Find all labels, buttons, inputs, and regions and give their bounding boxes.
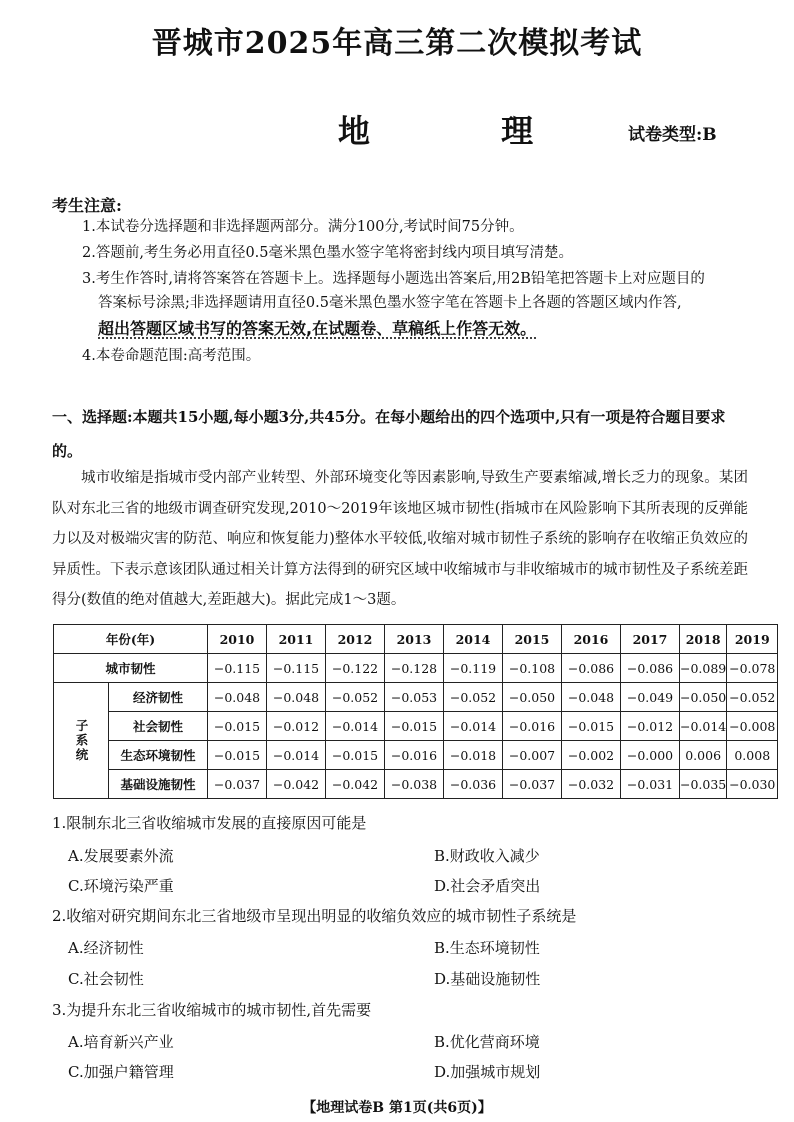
table-cell: −0.014 <box>680 712 727 741</box>
table-cell: −0.014 <box>444 712 503 741</box>
table-cell: −0.048 <box>267 683 326 712</box>
table-row <box>54 712 778 741</box>
table-cell: −0.052 <box>444 683 503 712</box>
table-cell: −0.030 <box>727 770 778 799</box>
table-cell: −0.002 <box>562 741 621 770</box>
year-header: 年份(年) <box>54 625 208 654</box>
question-1-option-b[interactable]: B.财政收入减少 <box>434 847 540 865</box>
table-cell: −0.037 <box>503 770 562 799</box>
subsystem-label: 子系统 <box>54 683 109 799</box>
table-cell: −0.015 <box>208 712 267 741</box>
table-row <box>54 770 778 799</box>
note-2: 2.答题前,考生务必用直径0.5毫米黑色墨水签字笔将密封线内项目填写清楚。 <box>82 245 574 261</box>
table-row <box>54 654 778 683</box>
note-1: 1.本试卷分选择题和非选择题两部分。满分100分,考试时间75分钟。 <box>82 219 524 235</box>
question-3-option-c[interactable]: C.加强户籍管理 <box>68 1063 174 1081</box>
table-cell: −0.048 <box>562 683 621 712</box>
table-cell: −0.032 <box>562 770 621 799</box>
row-label: 社会韧性 <box>109 712 208 741</box>
year-cell: 2013 <box>385 625 444 654</box>
table-cell: −0.122 <box>326 654 385 683</box>
table-cell: −0.015 <box>385 712 444 741</box>
table-cell: −0.035 <box>680 770 727 799</box>
subject-title: 地 理 <box>338 112 594 150</box>
paper-type: 试卷类型:B <box>628 125 717 145</box>
table-cell: −0.038 <box>385 770 444 799</box>
table-cell: −0.048 <box>208 683 267 712</box>
table-cell: 0.008 <box>727 741 778 770</box>
table-cell: −0.108 <box>503 654 562 683</box>
note-3-cont: 答案标号涂黑;非选择题请用直径0.5毫米黑色墨水签字笔在答题卡上各题的答题区域内作答, <box>98 295 682 311</box>
note-4: 4.本卷命题范围:高考范围。 <box>82 348 261 364</box>
table-cell: −0.052 <box>727 683 778 712</box>
table-cell: −0.050 <box>680 683 727 712</box>
question-3-option-d[interactable]: D.加强城市规划 <box>434 1063 541 1081</box>
table-cell: −0.052 <box>326 683 385 712</box>
question-1-option-c[interactable]: C.环境污染严重 <box>68 877 174 895</box>
table-cell: −0.042 <box>326 770 385 799</box>
table-cell: −0.086 <box>562 654 621 683</box>
row-label: 经济韧性 <box>109 683 208 712</box>
table-cell: −0.015 <box>208 741 267 770</box>
table-cell: −0.050 <box>503 683 562 712</box>
question-2-option-d[interactable]: D.基础设施韧性 <box>434 970 541 988</box>
table-cell: −0.086 <box>621 654 680 683</box>
table-row <box>54 741 778 770</box>
table-cell: −0.016 <box>503 712 562 741</box>
row-label: 生态环境韧性 <box>109 741 208 770</box>
question-3-option-b[interactable]: B.优化营商环境 <box>434 1033 540 1051</box>
table-cell: −0.012 <box>621 712 680 741</box>
row-label: 基础设施韧性 <box>109 770 208 799</box>
intro-paragraph: 城市收缩是指城市受内部产业转型、外部环境变化等因素影响,导致生产要素缩减,增长乏力的现象。某团队对东北三省的地级市调查研究发现,2010～2019年该地区城市韧性(指城市在风险影响下其所表现的反弹能力以及对极端灾害的防范、响应和恢复能力)整体水平较低,收缩对城市韧性子系统的影响存在收缩正负效应的异质性。下表示意该团队通过相关计算方法得到的研究区域中收缩城市与非收缩城市的城市韧性及子系统差距得分(数值的绝对值越大,差距越大)。据此完成1～3题。 <box>52 470 748 608</box>
note-3-emphasis: 超出答题区域书写的答案无效,在试题卷、草稿纸上作答无效。 <box>98 319 537 338</box>
question-2-option-c[interactable]: C.社会韧性 <box>68 970 144 988</box>
question-1-option-a[interactable]: A.发展要素外流 <box>68 847 174 865</box>
row-label: 城市韧性 <box>54 654 208 683</box>
table-cell: −0.018 <box>444 741 503 770</box>
table-cell: −0.036 <box>444 770 503 799</box>
section-heading: 一、选择题:本题共15小题,每小题3分,共45分。在每小题给出的四个选项中,只有一项是符合题目要求的。 <box>52 408 726 460</box>
question-3-stem: 3.为提升东北三省收缩城市的城市韧性,首先需要 <box>52 1001 372 1019</box>
table-cell: −0.049 <box>621 683 680 712</box>
table-cell: 0.006 <box>680 741 727 770</box>
year-cell: 2010 <box>208 625 267 654</box>
question-2-option-a[interactable]: A.经济韧性 <box>68 939 144 957</box>
question-1-stem: 1.限制东北三省收缩城市发展的直接原因可能是 <box>52 814 367 832</box>
table-cell: −0.015 <box>326 741 385 770</box>
table-cell: −0.014 <box>267 741 326 770</box>
table-cell: −0.128 <box>385 654 444 683</box>
table-cell: −0.053 <box>385 683 444 712</box>
page-footer: 【地理试卷B 第1页(共6页)】 <box>302 1100 492 1116</box>
question-3-option-a[interactable]: A.培育新兴产业 <box>68 1033 174 1051</box>
notes-heading: 考生注意: <box>52 196 122 215</box>
exam-title: 晋城市2025年高三第二次模拟考试 <box>151 26 643 61</box>
table-cell: −0.014 <box>326 712 385 741</box>
year-cell: 2017 <box>621 625 680 654</box>
question-2-stem: 2.收缩对研究期间东北三省地级市呈现出明显的收缩负效应的城市韧性子系统是 <box>52 907 577 925</box>
table-row <box>54 683 778 712</box>
year-cell: 2018 <box>680 625 727 654</box>
table-cell: −0.015 <box>562 712 621 741</box>
table-cell: −0.016 <box>385 741 444 770</box>
table-header-row <box>54 625 778 654</box>
year-cell: 2011 <box>267 625 326 654</box>
table-cell: −0.012 <box>267 712 326 741</box>
table-cell: −0.037 <box>208 770 267 799</box>
table-cell: −0.008 <box>727 712 778 741</box>
table-cell: −0.000 <box>621 741 680 770</box>
year-cell: 2019 <box>727 625 778 654</box>
question-2-option-b[interactable]: B.生态环境韧性 <box>434 939 540 957</box>
table-cell: −0.119 <box>444 654 503 683</box>
table-cell: −0.089 <box>680 654 727 683</box>
question-1-option-d[interactable]: D.社会矛盾突出 <box>434 877 541 895</box>
table-cell: −0.042 <box>267 770 326 799</box>
year-cell: 2012 <box>326 625 385 654</box>
table-cell: −0.115 <box>267 654 326 683</box>
table-cell: −0.031 <box>621 770 680 799</box>
table-cell: −0.115 <box>208 654 267 683</box>
year-cell: 2016 <box>562 625 621 654</box>
year-cell: 2014 <box>444 625 503 654</box>
table-cell: −0.078 <box>727 654 778 683</box>
note-3: 3.考生作答时,请将答案答在答题卡上。选择题每小题选出答案后,用2B铅笔把答题卡上对应题目的 <box>82 271 705 287</box>
table-cell: −0.007 <box>503 741 562 770</box>
year-cell: 2015 <box>503 625 562 654</box>
resilience-table <box>53 624 778 799</box>
